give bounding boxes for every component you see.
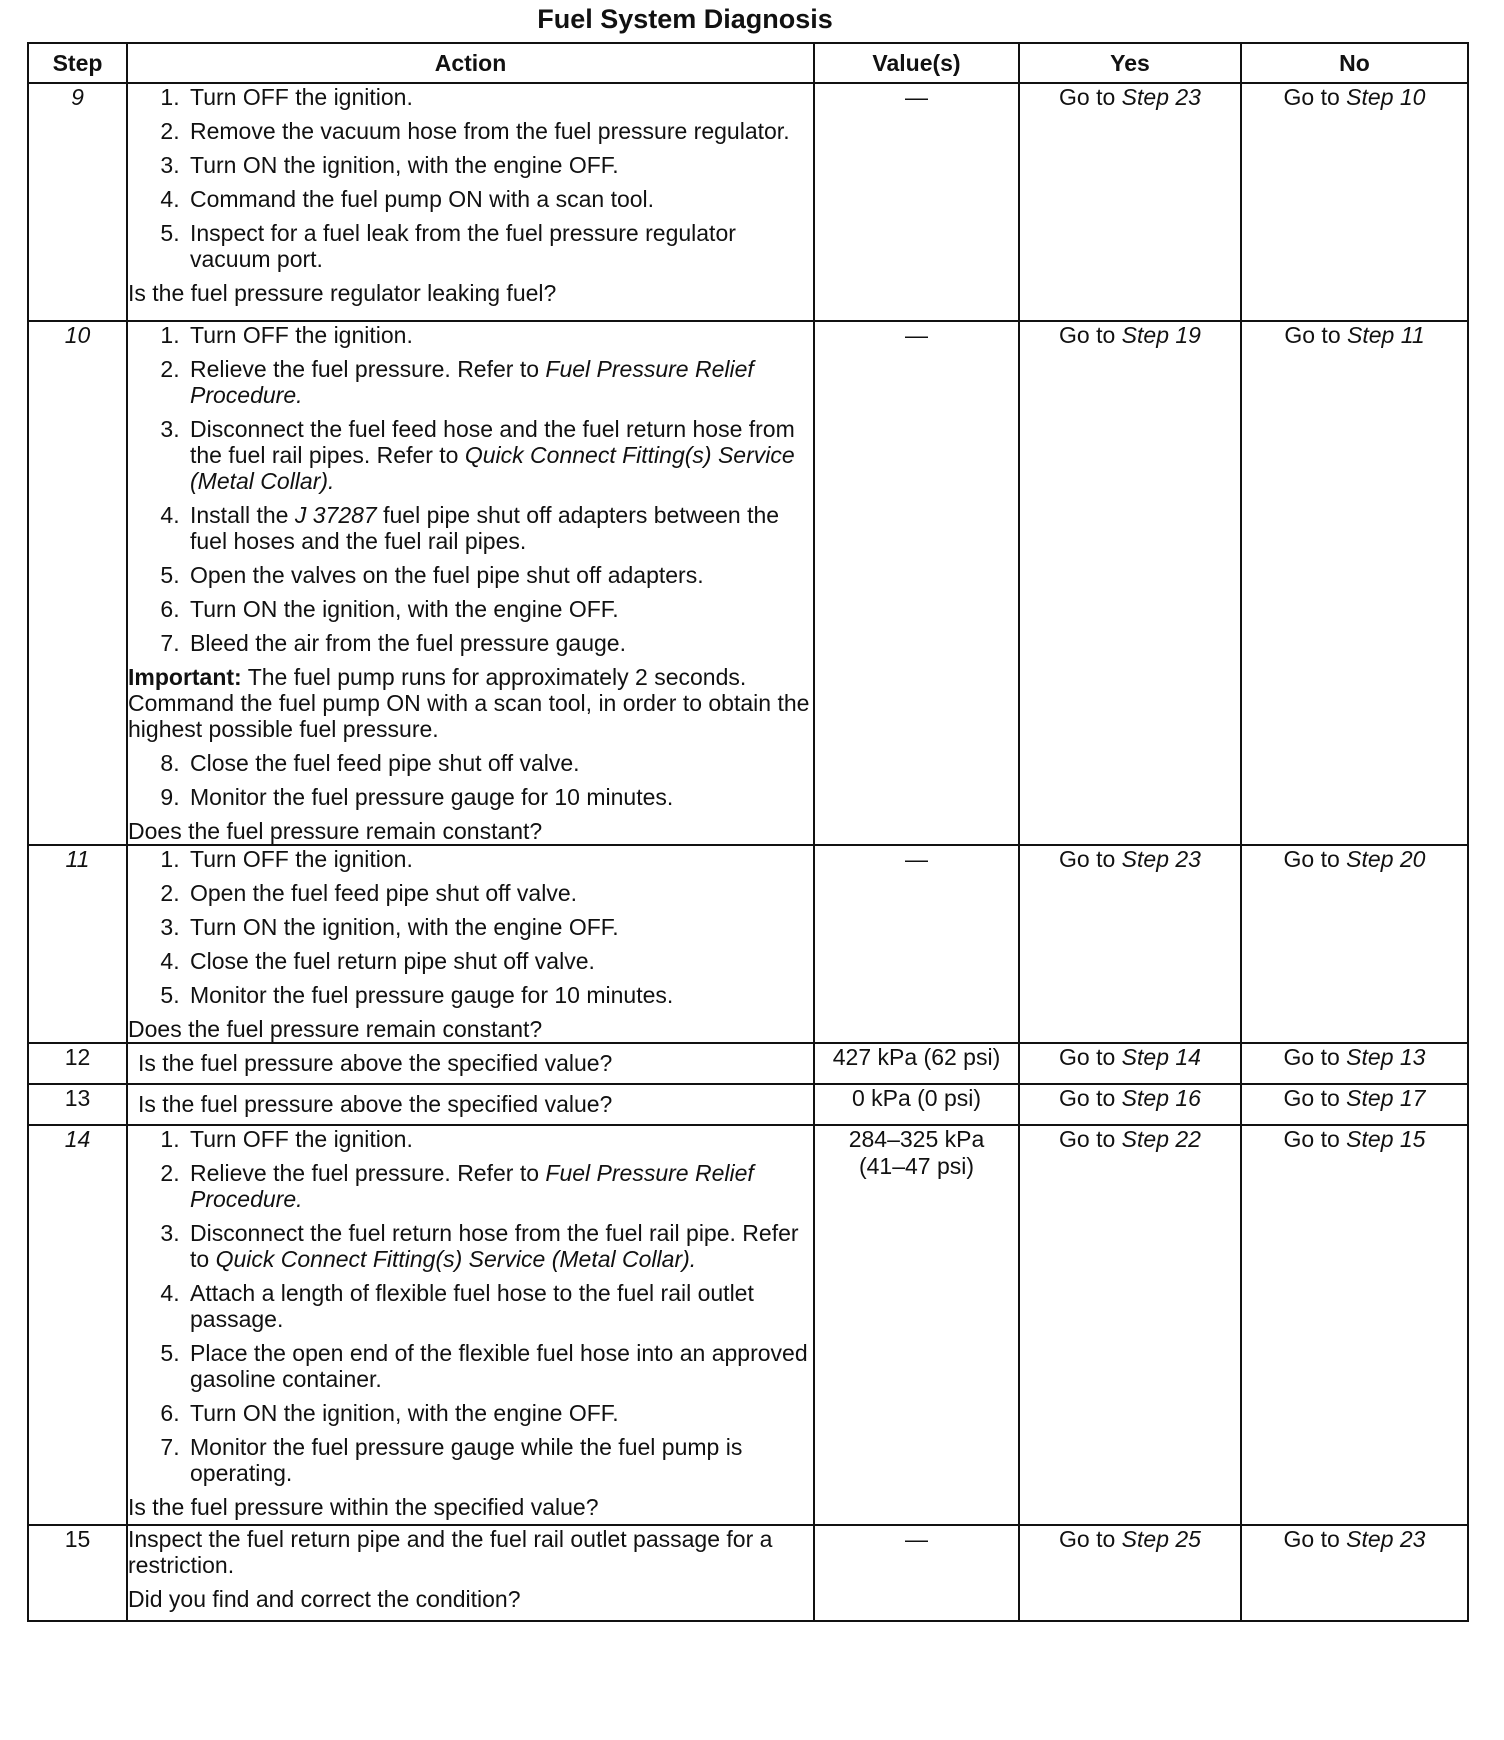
- action-item: 9. Monitor the fuel pressure gauge for 10 minutes.: [186, 784, 813, 810]
- action-item: 4. Close the fuel return pipe shut off valve.: [186, 948, 813, 974]
- yes-cell: Go to Step 25: [1019, 1525, 1241, 1621]
- no-step-ref: 10: [1399, 84, 1426, 110]
- action-cell: [127, 83, 814, 321]
- table-row-step-14: [28, 1125, 1468, 1525]
- reference-link: Quick Connect Fitting(s) Service (Metal Collar).: [215, 1246, 697, 1272]
- table-row-step-11: [28, 845, 1468, 1043]
- no-step-ref: 20: [1399, 846, 1426, 872]
- yes-cell: Go to Step 23: [1019, 83, 1241, 321]
- header-step: Step: [28, 43, 127, 83]
- step-number: 9: [28, 83, 127, 321]
- reference-link: Fuel Pressure Relief Procedure.: [190, 1160, 754, 1212]
- action-item: 7. Bleed the air from the fuel pressure gauge.: [186, 630, 813, 656]
- value-cell: —: [814, 321, 1019, 845]
- action-item: 1. Turn OFF the ignition.: [186, 84, 813, 110]
- step-number: 14: [28, 1125, 127, 1525]
- question: Is the fuel pressure regulator leaking fuel?: [128, 280, 557, 306]
- table-row-step-10: [28, 321, 1468, 845]
- action-item: 6. Turn ON the ignition, with the engine OFF.: [186, 1400, 813, 1426]
- action-item: 4. Attach a length of flexible fuel hose to the fuel rail outlet passage.: [186, 1280, 813, 1332]
- no-cell: Go to Step 20: [1241, 845, 1468, 1043]
- reference-link: Quick Connect Fitting(s) Service (Metal Collar).: [190, 442, 795, 494]
- header-action: Action: [127, 43, 814, 83]
- value-cell: —: [814, 83, 1019, 321]
- no-cell: Go to Step 17: [1241, 1084, 1468, 1125]
- question: Does the fuel pressure remain constant?: [128, 1016, 543, 1042]
- table-row-step-12: [28, 1043, 1468, 1084]
- action-item: 3. Disconnect the fuel feed hose and the fuel return hose from the fuel rail pipes. Refer to Quick Connect Fitting(s) Service (Metal Collar).: [186, 416, 813, 494]
- fuel-system-diagnosis-table: [27, 42, 1469, 1622]
- no-step-ref: 17: [1399, 1085, 1426, 1111]
- value-cell: 427 kPa (62 psi): [814, 1043, 1019, 1084]
- header-yes: Yes: [1019, 43, 1241, 83]
- no-step-ref: 11: [1400, 322, 1425, 348]
- action-item: 5. Place the open end of the flexible fuel hose into an approved gasoline container.: [186, 1340, 813, 1392]
- tool-number: J 37287: [294, 502, 377, 528]
- no-cell: Go to Step 23: [1241, 1525, 1468, 1621]
- action-cell: [127, 1125, 814, 1525]
- table-row-step-15: [28, 1525, 1468, 1621]
- action-item: 1. Turn OFF the ignition.: [186, 846, 813, 872]
- no-step-ref: 23: [1399, 1526, 1426, 1552]
- step-number: 10: [28, 321, 127, 845]
- question: Is the fuel pressure above the specified value?: [138, 1091, 613, 1117]
- action-item: 8. Close the fuel feed pipe shut off valve.: [186, 750, 813, 776]
- value-cell: —: [814, 1525, 1019, 1621]
- table-row-step-9: [28, 83, 1468, 321]
- no-cell: Go to Step 15: [1241, 1125, 1468, 1525]
- action-item: 7. Monitor the fuel pressure gauge while the fuel pump is operating.: [186, 1434, 813, 1486]
- action-item: 2. Relieve the fuel pressure. Refer to Fuel Pressure Relief Procedure.: [186, 356, 813, 408]
- yes-step-ref: 23: [1175, 84, 1201, 110]
- action-item: 4. Install the J 37287 fuel pipe shut off adapters between the fuel hoses and the fuel rail pipes.: [186, 502, 813, 554]
- yes-step-ref: 23: [1175, 846, 1201, 872]
- header-no: No: [1241, 43, 1468, 83]
- document-title: Fuel System Diagnosis: [537, 4, 833, 34]
- question: Is the fuel pressure within the specified value?: [128, 1494, 599, 1520]
- action-item: 5. Open the valves on the fuel pipe shut off adapters.: [186, 562, 813, 588]
- important-note: Important: The fuel pump runs for approximately 2 seconds. Command the fuel pump ON with a scan tool, in order to obtain the highest possible fuel pressure.: [128, 664, 810, 742]
- yes-step-ref: 22: [1175, 1126, 1201, 1152]
- action-cell: [127, 1084, 814, 1125]
- value-cell: —: [814, 845, 1019, 1043]
- no-cell: Go to Step 10: [1241, 83, 1468, 321]
- table-row-step-13: [28, 1084, 1468, 1125]
- action-item: 3. Turn ON the ignition, with the engine OFF.: [186, 152, 813, 178]
- header-value: Value(s): [814, 43, 1019, 83]
- action-cell: [127, 321, 814, 845]
- value-cell: 0 kPa (0 psi): [814, 1084, 1019, 1125]
- yes-cell: Go to Step 16: [1019, 1084, 1241, 1125]
- yes-cell: Go to Step 14: [1019, 1043, 1241, 1084]
- header-row: [28, 43, 1468, 83]
- yes-cell: Go to Step 19: [1019, 321, 1241, 845]
- action-cell: [127, 845, 814, 1043]
- reference-link: Fuel Pressure Relief Procedure.: [190, 356, 754, 408]
- action-item: 2. Remove the vacuum hose from the fuel pressure regulator.: [186, 118, 813, 144]
- no-cell: Go to Step 11: [1241, 321, 1468, 845]
- yes-step-ref: 25: [1175, 1526, 1201, 1552]
- action-cell: [127, 1043, 814, 1084]
- action-item: 3. Disconnect the fuel return hose from the fuel rail pipe. Refer to Quick Connect Fitting(s) Service (Metal Collar).: [186, 1220, 813, 1272]
- yes-step-ref: 16: [1175, 1085, 1201, 1111]
- action-item: 5. Monitor the fuel pressure gauge for 10 minutes.: [186, 982, 813, 1008]
- action-cell: [127, 1525, 814, 1621]
- question: Does the fuel pressure remain constant?: [128, 818, 543, 844]
- question: Did you find and correct the condition?: [128, 1586, 521, 1612]
- action-item: 2. Relieve the fuel pressure. Refer to Fuel Pressure Relief Procedure.: [186, 1160, 813, 1212]
- action-item: 1. Turn OFF the ignition.: [186, 1126, 813, 1152]
- step-number: 13: [28, 1084, 127, 1125]
- action-item: 6. Turn ON the ignition, with the engine OFF.: [186, 596, 813, 622]
- action-item: 3. Turn ON the ignition, with the engine OFF.: [186, 914, 813, 940]
- action-item: 4. Command the fuel pump ON with a scan tool.: [186, 186, 813, 212]
- action-text: Inspect the fuel return pipe and the fuel rail outlet passage for a restriction.: [128, 1526, 773, 1578]
- question: Is the fuel pressure above the specified value?: [138, 1050, 613, 1076]
- no-step-ref: 13: [1399, 1044, 1426, 1070]
- action-item: 1. Turn OFF the ignition.: [186, 322, 813, 348]
- value-cell: 284–325 kPa (41–47 psi): [814, 1125, 1019, 1525]
- no-cell: Go to Step 13: [1241, 1043, 1468, 1084]
- yes-step-ref: 14: [1175, 1044, 1201, 1070]
- action-item: 2. Open the fuel feed pipe shut off valve.: [186, 880, 813, 906]
- yes-cell: Go to Step 23: [1019, 845, 1241, 1043]
- step-number: 11: [28, 845, 127, 1043]
- action-item: 5. Inspect for a fuel leak from the fuel pressure regulator vacuum port.: [186, 220, 813, 272]
- yes-cell: Go to Step 22: [1019, 1125, 1241, 1525]
- step-number: 15: [28, 1525, 127, 1621]
- step-number: 12: [28, 1043, 127, 1084]
- no-step-ref: 15: [1399, 1126, 1426, 1152]
- yes-step-ref: 19: [1175, 322, 1201, 348]
